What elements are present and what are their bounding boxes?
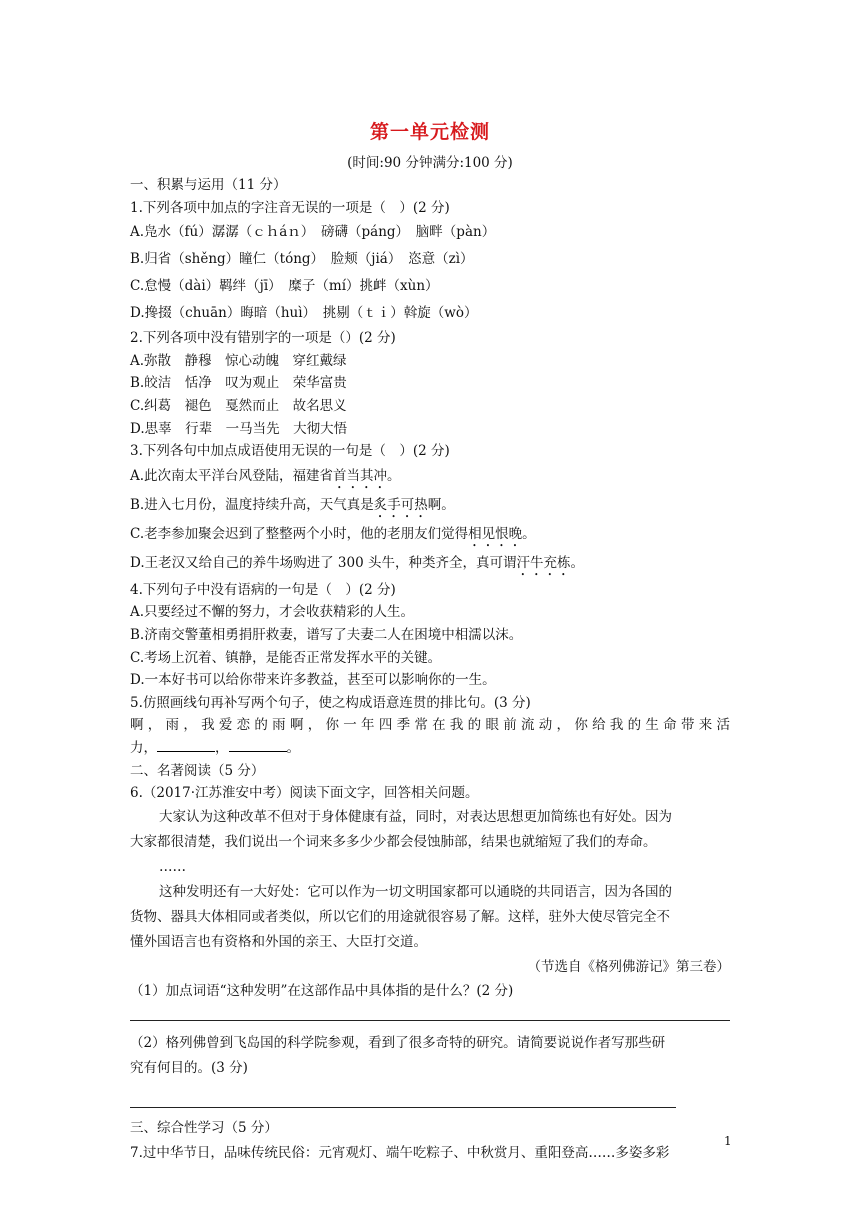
question-5: 5.仿照画线句再补写两个句子，使之构成语意连贯的排比句。(3 分) — [130, 694, 531, 711]
option-3b — [130, 492, 730, 521]
section-heading: 三、综合性学习（5 分） — [130, 1120, 278, 1137]
blank-text: 。 — [286, 739, 300, 756]
answer-line[interactable] — [130, 1002, 730, 1021]
dotted-idiom: 首当其冲 — [333, 467, 388, 484]
option-text: 啊。 — [427, 496, 455, 513]
option-2a: A.弥散 静穆 惊心动魄 穿红戴绿 — [130, 352, 347, 369]
question-5-text: 啊，雨，我爱恋的雨啊，你一年四季常在我的眼前流动，你给我的生命带来活 — [130, 717, 730, 734]
section-heading: 一、积累与运用（11 分） — [130, 177, 287, 193]
option-text: A.此次南太平洋台风登陆，福建省 — [130, 467, 334, 484]
option-1a: A.凫水（fú）潺潺（ｃｈáｎ） 磅礴（páng） 脑畔（pàn） — [130, 224, 496, 241]
option-text: 。 — [570, 554, 584, 571]
option-4a: A.只要经过不懈的努力，才会收获精彩的人生。 — [130, 604, 415, 621]
option-1d: D.搀掇（chuān）晦暗（huì） 挑剔（ｔｉ）斡旋（wò） — [130, 305, 478, 322]
passage-line: 货物、器具大体相同或者类似，所以它们的用途就很容易了解。这样，驻外大使尽管完全不 — [130, 908, 670, 925]
option-text: B.进入七月份，温度持续升高，天气真是 — [130, 496, 374, 513]
dotted-idiom: 炙手可热 — [373, 496, 428, 513]
passage-source: （节选自《格列佛游记》第三卷） — [527, 958, 730, 975]
passage-line: 大家认为这种改革不但对于身体健康有益，同时，对表达思想更加简练也有好处。因为 — [159, 808, 672, 825]
passage-line: 懂外国语言也有资格和外国的亲王、大臣打交道。 — [130, 933, 427, 950]
option-4c: C.考场上沉着、镇静，是能否正常发挥水平的关键。 — [130, 649, 442, 666]
option-1b: B.归省（shěng）瞳仁（tóng） 脸颊（jiá） 恣意（zì） — [130, 251, 474, 268]
answer-line[interactable] — [130, 1081, 676, 1108]
exam-info: (时间:90 分钟满分:100 分) — [347, 155, 513, 171]
question-3: 3.下列各句中加点成语使用无误的一句是（ ）(2 分) — [130, 443, 450, 460]
option-text: D.王老汉又给自己的养牛场购进了 300 头牛，种类齐全，真可谓 — [130, 554, 517, 571]
option-2b: B.皎洁 恬净 叹为观止 荣华富贵 — [130, 375, 347, 392]
option-3c — [130, 521, 730, 550]
question-4: 4.下列句子中没有语病的一句是（ ）(2 分) — [130, 581, 396, 598]
ellipsis: …… — [159, 858, 186, 875]
answer-blank[interactable] — [229, 737, 287, 752]
question-6-2-cont: 究有何目的。(3 分) — [130, 1060, 248, 1077]
option-4b: B.济南交警董相勇捐肝救妻，谱写了夫妻二人在困境中相濡以沫。 — [130, 626, 523, 643]
answer-blank[interactable] — [157, 737, 215, 752]
exam-body — [130, 174, 730, 1166]
question-6-2: （2）格列佛曾到飞岛国的科学院参观，看到了很多奇特的研究。请简要说说作者写那些研 — [130, 1035, 666, 1052]
option-text: 。 — [387, 467, 401, 484]
dotted-idiom: 相见恨晚 — [468, 525, 523, 542]
question-2: 2.下列各项中没有错别字的一项是（）(2 分) — [130, 330, 396, 347]
page-number: 1 — [724, 1134, 732, 1148]
question-6-1: （1）加点词语“这种发明”在这部作品中具体指的是什么？(2 分) — [130, 982, 514, 999]
blank-text: ， — [215, 739, 229, 756]
option-4d: D.一本好书可以给你带来许多教益，甚至可以影响你的一生。 — [130, 672, 496, 689]
option-3a — [130, 463, 730, 492]
option-2c: C.纠葛 褪色 戛然而止 故名思义 — [130, 397, 347, 414]
dotted-idiom: 汗牛充栋 — [516, 554, 571, 571]
option-text: 。 — [522, 525, 536, 542]
passage-line: 大家都很清楚，我们说出一个词来多多少少都会侵蚀肺部，结果也就缩短了我们的寿命。 — [130, 833, 657, 850]
section-heading: 二、名著阅读（5 分） — [130, 762, 265, 779]
question-7: 7.过中华节日，品味传统民俗：元宵观灯、端午吃粽子、中秋赏月、重阳登高……多姿多彩 — [130, 1145, 670, 1162]
option-text: C.老李参加聚会迟到了整整两个小时，他的老朋友们觉得 — [130, 525, 469, 542]
option-3d — [130, 550, 730, 579]
option-1c: C.怠慢（dài）羁绊（jī） 糜子（mí）挑衅（xùn） — [130, 278, 439, 295]
option-2d: D.思辜 行辈 一马当先 大彻大悟 — [130, 420, 348, 437]
question-5-blanks — [130, 737, 730, 760]
blank-text: 力， — [130, 739, 157, 756]
page-title: 第一单元检测 — [369, 121, 490, 143]
question-6: 6.（2017·江苏淮安中考）阅读下面文字，回答相关问题。 — [130, 785, 479, 802]
passage-line: 这种发明还有一大好处：它可以作为一切文明国家都可以通晓的共同语言，因为各国的 — [159, 883, 672, 900]
question-1: 1.下列各项中加点的字注音无误的一项是（ ）(2 分) — [130, 199, 450, 216]
